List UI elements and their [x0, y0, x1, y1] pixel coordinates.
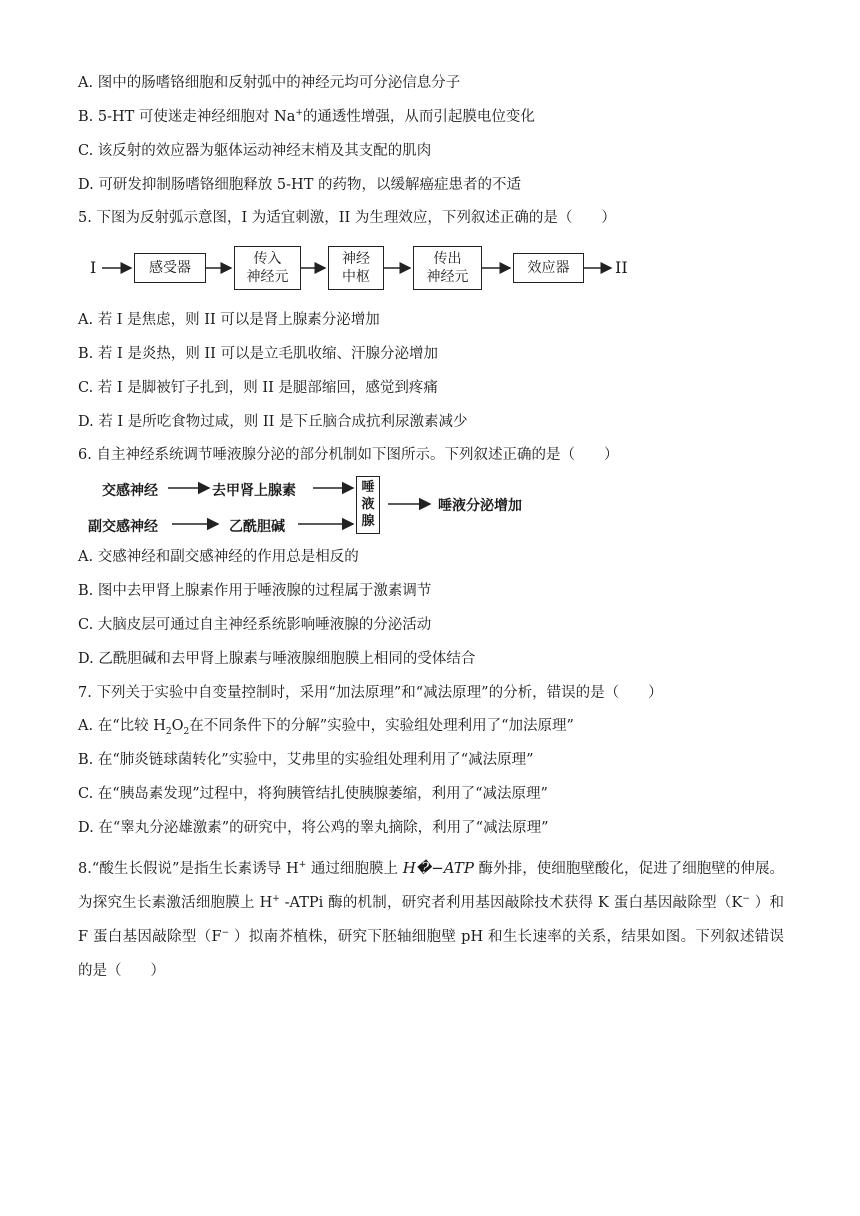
- box-receptor: 感受器: [134, 253, 206, 283]
- q7-option-c: C. 在“胰岛素发现”过程中，将狗胰管结扎使胰腺萎缩，利用了“减法原理”: [78, 786, 548, 802]
- stimulus-label: I: [90, 258, 97, 277]
- q5-stem: 5. 下图为反射弧示意图，I 为适宜刺激，II 为生理效应，下列叙述正确的是（ ）: [78, 210, 616, 226]
- q8-text: 通过细胞膜上: [306, 861, 403, 877]
- gland-char: 腺: [361, 514, 375, 529]
- gland-char: 唾: [361, 480, 375, 495]
- superscript: +: [295, 108, 303, 119]
- subscript: 2: [165, 726, 172, 737]
- q8-text: ）拟南芥植株，研究下胚轴细胞壁 pH 和生长速率的关系，结果如图。下列叙述错误的是（ ）: [78, 929, 784, 979]
- box-effector: 效应器: [513, 253, 584, 283]
- q5-option-c: C. 若 I 是脚被钉子扎到，则 II 是腿部缩回，感觉到疼痛: [78, 380, 438, 396]
- q8-text: 8.“酸生长假说”是指生长素诱导 H: [78, 861, 299, 877]
- q7-option-a-text-3: 在不同条件下的分解”实验中，实验组处理利用了“加法原理”: [189, 718, 574, 734]
- saliva-increase-label: 唾液分泌增加: [438, 498, 522, 514]
- q7-option-a-text: A. 在“比较 H: [78, 718, 166, 734]
- parasympathetic-nerve-label: 副交感神经: [88, 519, 158, 535]
- q7-option-a-text-2: O: [171, 718, 184, 734]
- q6-option-b: B. 图中去甲肾上腺素作用于唾液腺的过程属于激素调节: [78, 583, 432, 599]
- effect-label: II: [615, 258, 628, 277]
- q5-option-b: B. 若 I 是炎热，则 II 可以是立毛肌收缩、汗腺分泌增加: [78, 346, 438, 362]
- box-afferent-neuron: 传入 神经元: [234, 246, 301, 290]
- q6-stem: 6. 自主神经系统调节唾液腺分泌的部分机制如下图所示。下列叙述正确的是（ ）: [78, 447, 619, 463]
- reflex-arc-diagram: [88, 246, 648, 294]
- q4-option-d: D. 可研发抑制肠嗜铬细胞释放 5-HT 的药物，以缓解癌症患者的不适: [78, 177, 521, 193]
- q8-text: 酶外排，使细胞壁酸化，促进了细胞壁的伸展。为探究生长素激活细胞膜上 H: [78, 861, 784, 911]
- q6-option-a: A. 交感神经和副交感神经的作用总是相反的: [78, 549, 359, 565]
- q5-option-d: D. 若 I 是所吃食物过咸，则 II 是下丘脑合成抗利尿激素减少: [78, 414, 468, 430]
- q6-option-c: C. 大脑皮层可通过自主神经系统影响唾液腺的分泌活动: [78, 617, 432, 633]
- q7-option-a: [78, 716, 574, 736]
- salivary-gland-box: [356, 476, 380, 534]
- q8-formula: H�−ATP: [402, 859, 474, 877]
- q7-stem: 7. 下列关于实验中自变量控制时，采用“加法原理”和“减法原理”的分析，错误的是（ ）: [78, 685, 663, 701]
- acetylcholine-label: 乙酰胆碱: [229, 519, 285, 535]
- salivary-regulation-diagram: [88, 474, 558, 540]
- q8-stem: [78, 851, 784, 988]
- q8-text: -ATPi 酶的机制，研究者利用基因敲除技术获得 K 蛋白基因敲除型（K: [279, 895, 743, 911]
- q4-option-a: A. 图中的肠嗜铬细胞和反射弧中的神经元均可分泌信息分子: [78, 75, 461, 91]
- q7-option-b: B. 在“肺炎链球菌转化”实验中，艾弗里的实验组处理利用了“减法原理”: [78, 752, 534, 768]
- superscript: +: [272, 894, 280, 905]
- gland-char: 液: [361, 497, 375, 512]
- q6-option-d: D. 乙酰胆碱和去甲肾上腺素与唾液腺细胞膜上相同的受体结合: [78, 651, 476, 667]
- q4-option-b-text: B. 5-HT 可使迷走神经细胞对 Na: [78, 109, 296, 125]
- superscript: +: [298, 860, 307, 871]
- q8-text: ）和 F 蛋白基因敲除型（F: [78, 895, 785, 945]
- q4-option-b: [78, 107, 535, 127]
- q4-option-b-text-2: 的通透性增强，从而引起膜电位变化: [302, 109, 535, 125]
- norepinephrine-label: 去甲肾上腺素: [212, 483, 296, 499]
- box-efferent-neuron: 传出 神经元: [413, 246, 482, 290]
- superscript: −: [221, 928, 230, 939]
- sympathetic-nerve-label: 交感神经: [102, 483, 158, 499]
- q7-option-d: D. 在“睾丸分泌雄激素”的研究中，将公鸡的睾丸摘除，利用了“减法原理”: [78, 820, 549, 836]
- box-nerve-center: 神经 中枢: [328, 246, 384, 290]
- subscript: 2: [183, 726, 190, 737]
- q5-option-a: A. 若 I 是焦虑，则 II 可以是肾上腺素分泌增加: [78, 312, 380, 328]
- superscript: −: [742, 894, 750, 905]
- q4-option-c: C. 该反射的效应器为躯体运动神经末梢及其支配的肌肉: [78, 143, 432, 159]
